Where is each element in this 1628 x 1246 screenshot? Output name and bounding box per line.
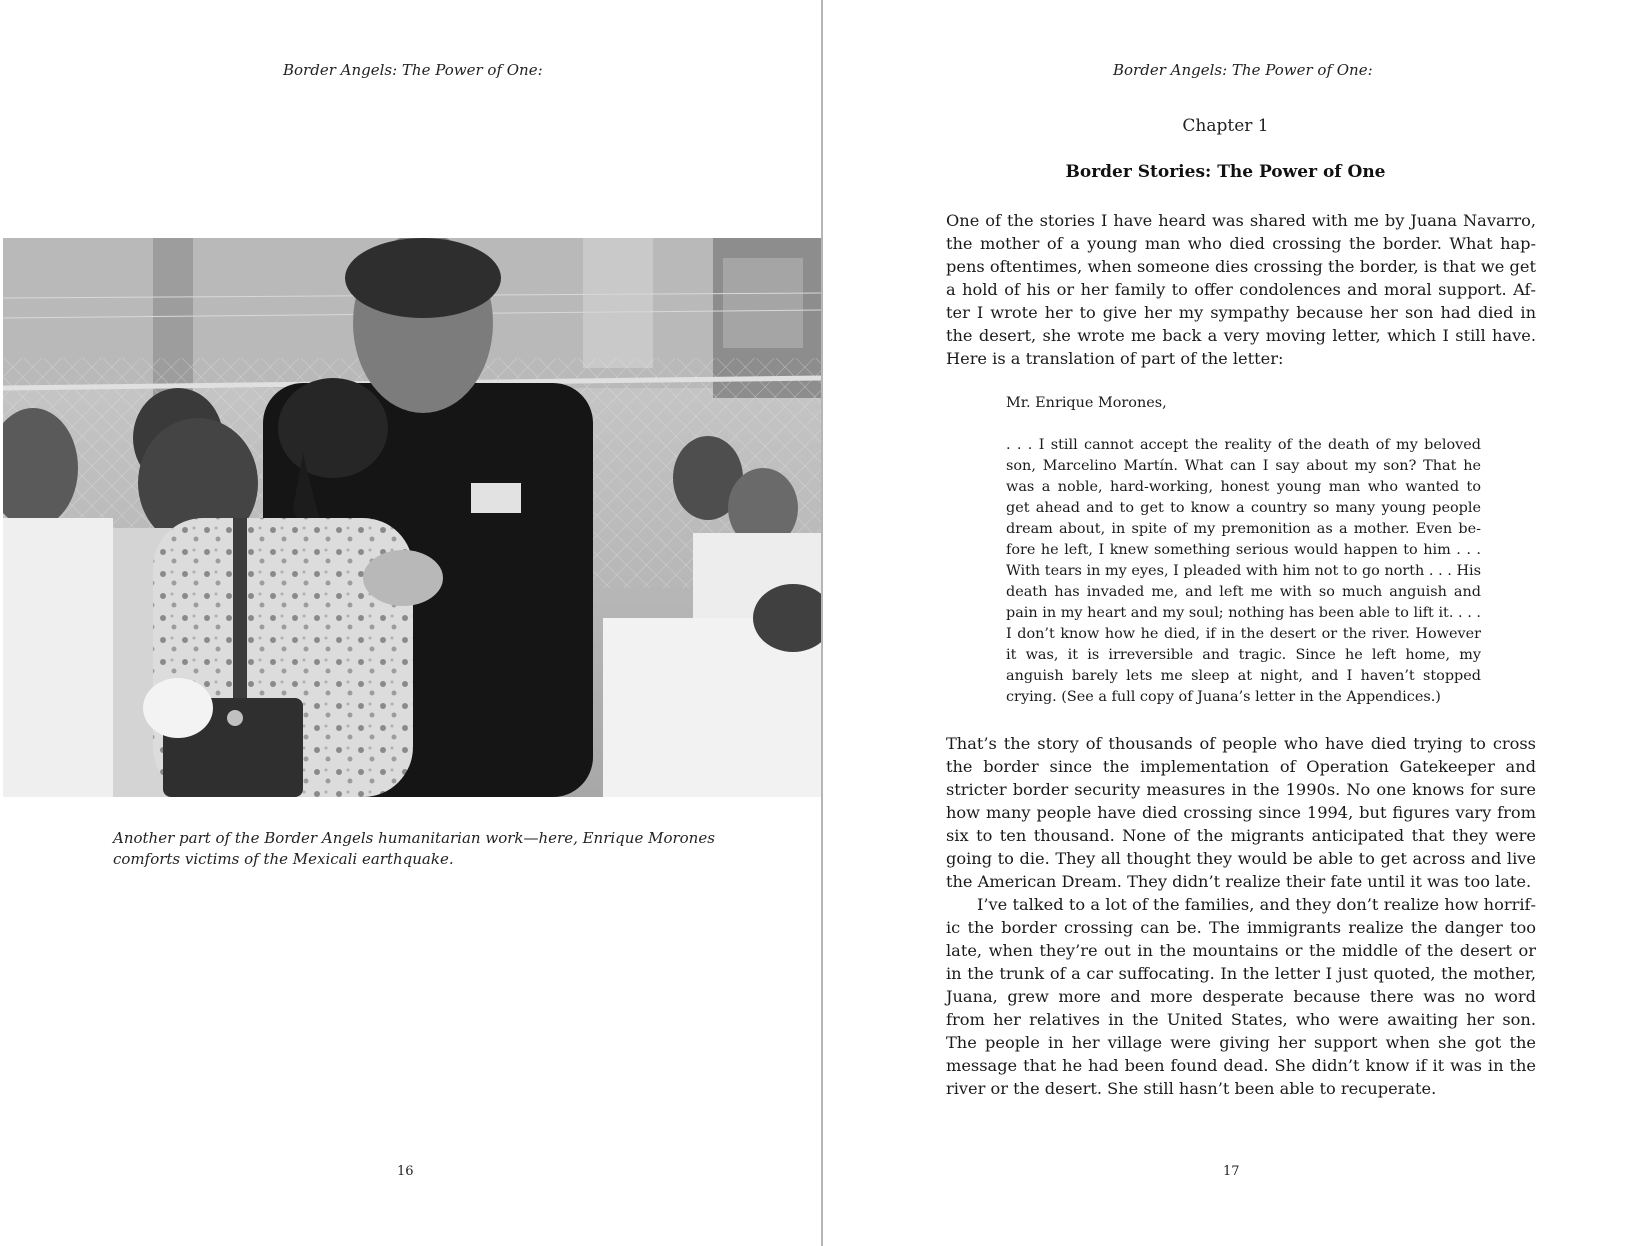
chapter-title: Border Stories: The Power of One: [1065, 162, 1386, 182]
running-head-left: Border Angels: The Power of One:: [283, 61, 543, 79]
right-page: [823, 0, 1628, 1246]
paragraph-3: I’ve talked to a lot of the families, and they don’t realize how horrific the border crossing can be. The immigrants realize the danger too late, when they’re out in the mountains or the middle of the desert or in the trunk of a car suffocating. In the letter I just quoted, the mother, Juana, grew more and more desperate because there was no word from her relatives in the United States, who were awaiting her son. The people in her village were giving her support when she got the message that he had been found dead. She didn’t know if it was in the river or the desert. She still hasn’t been able to recuperate.: [946, 895, 1536, 1098]
paragraph-2: That’s the story of thousands of people who have died trying to cross the border since the implementation of Operation Gatekeeper and stricter border security measures in the 1990s. No one knows for sure how many people have died crossing since 1994, but figures vary from six to ten thousand. None of the migrants anticipated that they were going to die. They all thought they would be able to get across and live the American Dream. They didn’t realize their fate until it was too late.: [946, 734, 1536, 891]
photo-caption: Another part of the Border Angels humanitarian work—here, Enrique Morones comforts victims of the Mexicali earthquake.: [113, 829, 715, 868]
running-head-right: Border Angels: The Power of One:: [1113, 61, 1373, 79]
letter-salutation: Mr. Enrique Morones,: [1006, 395, 1167, 411]
page-number-left: 16: [397, 1164, 414, 1179]
chapter-label: Chapter 1: [1182, 116, 1269, 136]
documentary-photo: [3, 238, 821, 797]
letter-excerpt: . . . I still cannot accept the reality of the death of my beloved son, Marcelino Martín. What can I say about my son? That he was a noble, hard-working, honest young man who wanted to get ahead and to get to know a country so many young people dream about, in spite of my premonition as a mother. Even before he left, I knew something serious would happen to him . . . With tears in my eyes, I pleaded with him not to go north . . . His death has invaded me, and left me with so much anguish and pain in my heart and my soul; nothing has been able to lift it. . . . I don’t know how he died, if in the desert or the river. However it was, it is irreversible and tragic. Since he left home, my anguish barely lets me sleep at night, and I haven’t stopped crying. (See a full copy of Juana’s letter in the Appendices.): [1006, 437, 1481, 705]
page-number-right: 17: [1223, 1164, 1240, 1179]
paragraph-1: One of the stories I have heard was shared with me by Juana Navarro, the mother of a young man who died crossing the border. What happens oftentimes, when someone dies crossing the border, is that we get a hold of his or her family to offer condolences and moral support. After I wrote her to give her my sympathy because her son had died in the desert, she wrote me back a very moving letter, which I still have. Here is a translation of part of the letter:: [946, 211, 1536, 368]
